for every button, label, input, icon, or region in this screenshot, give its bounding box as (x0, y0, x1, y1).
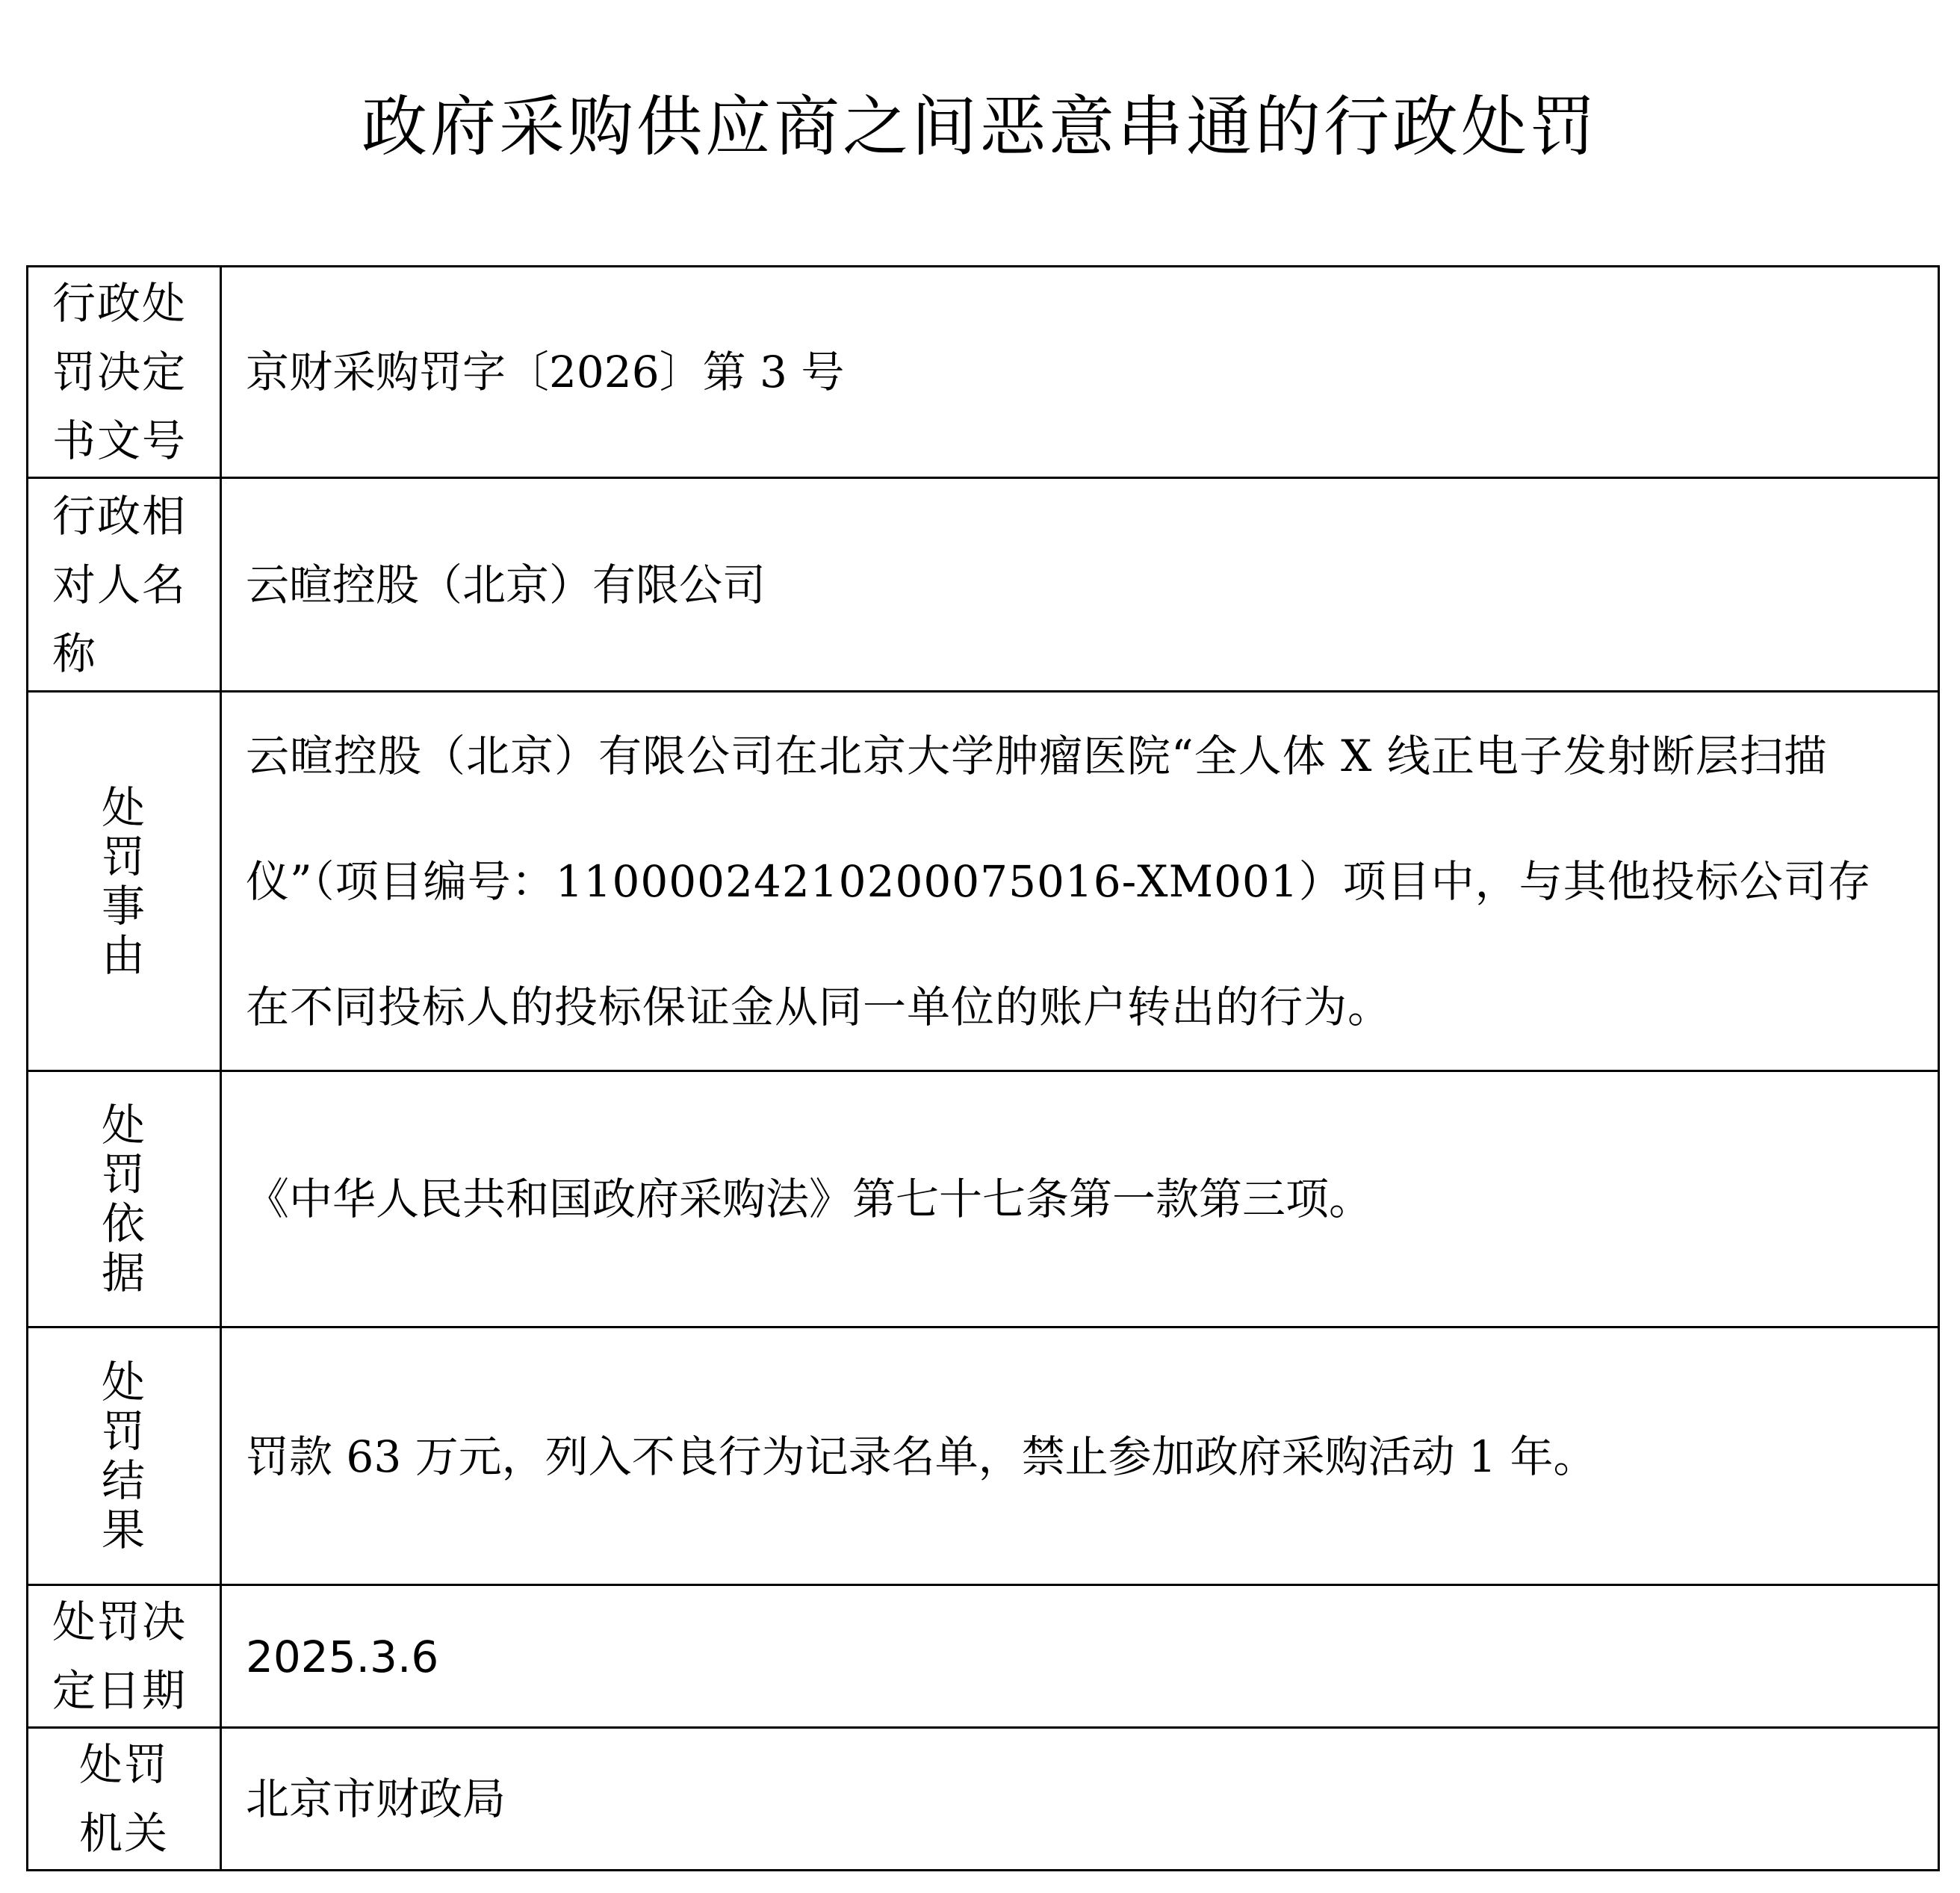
table-row-authority (28, 1728, 1939, 1871)
table-row-decision-number (28, 267, 1939, 478)
value-party-name: 云暄控股（北京）有限公司 (246, 559, 766, 610)
value-decision-number: 京财采购罚字〔2026〕第 3 号 (246, 347, 845, 397)
label-decision-date: 处罚决定日期 (52, 1596, 187, 1716)
label-penalty-result: 处罚结果 (101, 1357, 146, 1555)
value-cell (221, 478, 1939, 692)
value-cell (221, 692, 1939, 1071)
label-penalty-reason: 处罚事由 (101, 781, 146, 981)
label-cell (28, 692, 221, 1071)
label-cell (28, 1728, 221, 1871)
table-row-penalty-basis (28, 1071, 1939, 1327)
value-penalty-reason: 云暄控股（北京）有限公司在北京大学肿瘤医院“全人体 X 线正电子发射断层扫描仪”（项目编号：11000024210200075016-XM001）项目中，与其他投标公司存在不同投标人的投标保证金从同一单位的账户转出的行为。 (246, 730, 1872, 1032)
document-title: 政府采购供应商之间恶意串通的行政处罚 (361, 88, 1598, 165)
value-cell (221, 267, 1939, 478)
table-row-party-name (28, 478, 1939, 692)
label-authority: 处罚机关 (78, 1739, 169, 1859)
value-cell (221, 1327, 1939, 1585)
value-penalty-result: 罚款 63 万元，列入不良行为记录名单，禁止参加政府采购活动 1 年。 (246, 1431, 1597, 1482)
label-cell (28, 267, 221, 478)
table-row-penalty-result (28, 1327, 1939, 1585)
label-penalty-basis: 处罚依据 (101, 1100, 146, 1298)
value-decision-date: 2025.3.6 (246, 1632, 439, 1682)
penalty-info-table (26, 265, 1940, 1871)
label-decision-number: 行政处罚决定书文号 (52, 278, 187, 466)
value-cell (221, 1728, 1939, 1871)
label-cell (28, 478, 221, 692)
label-cell (28, 1071, 221, 1327)
value-cell (221, 1071, 1939, 1327)
table-row-decision-date (28, 1585, 1939, 1728)
table-row-penalty-reason (28, 692, 1939, 1071)
value-penalty-basis: 《中华人民共和国政府采购法》第七十七条第一款第三项。 (246, 1174, 1373, 1224)
value-authority: 北京市财政局 (246, 1773, 506, 1824)
label-cell (28, 1585, 221, 1728)
label-cell (28, 1327, 221, 1585)
label-party-name: 行政相对人名称 (52, 490, 187, 679)
value-cell (221, 1585, 1939, 1728)
